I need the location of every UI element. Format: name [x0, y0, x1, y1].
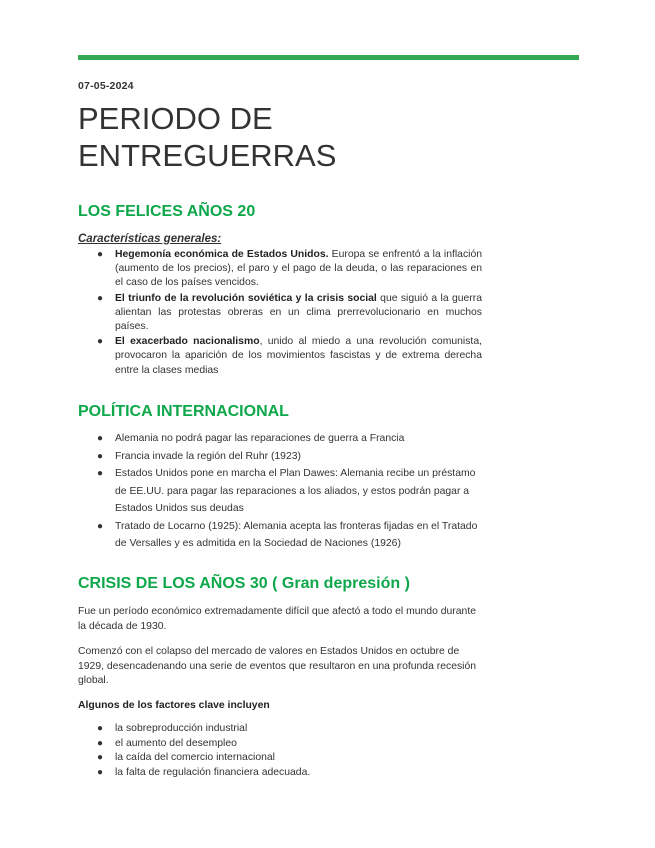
section-heading-felices-anos-20: LOS FELICES AÑOS 20 — [78, 203, 256, 220]
list-item-text: el aumento del desempleo — [115, 737, 237, 749]
list-item — [78, 465, 482, 518]
list-item-text: Estados Unidos pone en marcha el Plan Dawes: Alemania recibe un préstamo de EE.UU. para pagar las reparaciones a los aliados, y estos podrán pagar a Estados Unidos sus deudas — [115, 468, 476, 514]
bullet-icon: ● — [97, 468, 104, 479]
list-item-bold: El exacerbado nacionalismo — [115, 336, 260, 348]
list-item — [78, 335, 482, 378]
list-item-text: Europa se enfrentó a la inflación (aumento de los precios), el paro y el pago de la deuda, o las reparaciones en el caso de los países vencidos. — [115, 249, 483, 289]
list-item-text: la falta de regulación financiera adecuada. — [115, 766, 311, 778]
bullet-icon: ● — [97, 766, 104, 778]
list-item-text: la sobreproducción industrial — [115, 723, 248, 734]
list-item-bold: Hegemonía económica de Estados Unidos. — [115, 249, 329, 260]
list-item-text: la caída del comercio internacional — [115, 752, 275, 764]
list-item-text: , unido al miedo a una revolución comunista, provocaron la aparición de los movimientos fascistas y de extrema derecha entre la clases medias — [115, 336, 482, 376]
list-item — [78, 722, 482, 737]
list-item — [78, 751, 482, 766]
list-item — [78, 430, 482, 448]
bullet-icon: ● — [97, 737, 104, 749]
bullet-icon: ● — [97, 752, 104, 764]
list-item-bold: El triunfo de la revolución soviética y la crisis social — [115, 292, 377, 304]
list-item — [78, 248, 482, 291]
list-item-text: Alemania no podrá pagar las reparaciones de guerra a Francia — [115, 433, 405, 444]
section-subheading: Características generales: — [78, 233, 222, 245]
factors-label: Algunos de los factores clave incluyen — [78, 700, 270, 711]
section-heading-politica-internacional: POLÍTICA INTERNACIONAL — [78, 403, 289, 420]
list-item — [78, 448, 482, 466]
bullet-icon: ● — [97, 292, 104, 304]
factors-list — [78, 722, 482, 780]
bullet-icon: ● — [97, 450, 104, 462]
bullet-icon: ● — [97, 723, 104, 734]
characteristics-list — [78, 248, 482, 379]
section-heading-crisis-anos-30: CRISIS DE LOS AÑOS 30 ( Gran depresión ) — [78, 575, 410, 592]
bullet-icon: ● — [97, 249, 104, 260]
accent-bar — [78, 55, 579, 60]
list-item-text: Francia invade la región del Ruhr (1923) — [115, 450, 301, 462]
list-item — [78, 518, 482, 553]
list-item — [78, 737, 482, 752]
list-item-text: que siguió a la guerra alientan las protestas obreras en un clima prerrevolucionario en muchos países. — [115, 292, 482, 333]
politics-list — [78, 430, 482, 553]
page-title: PERIODO DE ENTREGUERRAS — [78, 101, 337, 173]
bullet-icon: ● — [97, 433, 104, 444]
bullet-icon: ● — [97, 336, 104, 348]
list-item — [78, 766, 482, 781]
list-item-text: Tratado de Locarno (1925): Alemania acepta las fronteras fijadas en el Tratado de Versalles y es admitida en la Sociedad de Naciones (1926) — [115, 520, 478, 549]
document-date: 07-05-2024 — [78, 80, 134, 92]
paragraph: Comenzó con el colapso del mercado de valores en Estados Unidos en octubre de 1929, desencadenando una serie de eventos que resultaron en una profunda recesión global. — [78, 646, 477, 687]
list-item — [78, 292, 482, 335]
bullet-icon: ● — [97, 520, 104, 532]
paragraph: Fue un período económico extremadamente difícil que afectó a todo el mundo durante la década de 1930. — [78, 606, 476, 632]
